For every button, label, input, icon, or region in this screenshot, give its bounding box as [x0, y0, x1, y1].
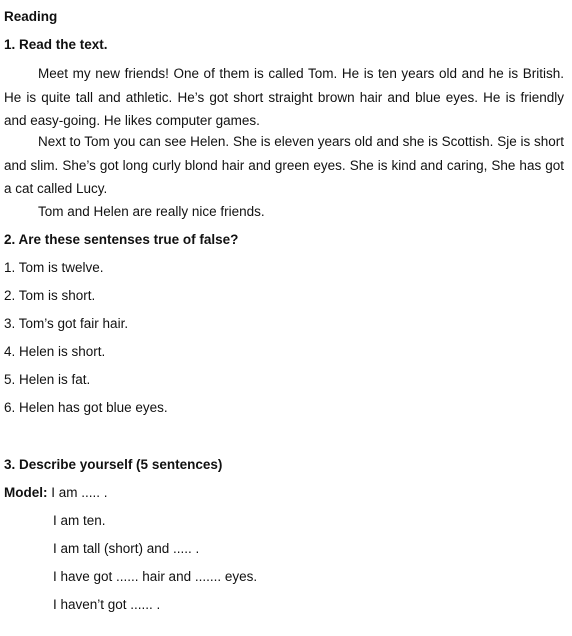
reading-paragraph-2: Next to Tom you can see Helen. She is eleven years old and she is Scottish. Sje is short and slim. She’s got long curly blond hair and green eyes. She is kind and caring, She has got a cat called Lucy. [4, 134, 564, 196]
section1-heading: 1. Read the text. [4, 37, 108, 52]
model-line [4, 485, 108, 501]
reading-paragraph-1: Meet my new friends! One of them is called Tom. He is ten years old and he is British. He is quite tall and athletic. He’s got short straight brown hair and blue eyes. He is friendly and easy-going. He likes computer games. [4, 66, 564, 128]
true-false-item: 3. Tom’s got fair hair. [4, 316, 129, 331]
section2-heading: 2. Are these sentenses true of false? [4, 232, 239, 247]
model-sentence: I have got ...... hair and ....... eyes. [53, 569, 258, 584]
model-first-sentence: I am ..... . [47, 485, 108, 500]
model-sentence: I haven’t got ...... . [53, 597, 161, 612]
reading-paragraph-3: Tom and Helen are really nice friends. [38, 204, 265, 219]
true-false-item: 4. Helen is short. [4, 344, 106, 359]
true-false-item: 1. Tom is twelve. [4, 260, 104, 275]
model-sentence: I am tall (short) and ..... . [53, 541, 200, 556]
true-false-item: 6. Helen has got blue eyes. [4, 400, 168, 415]
model-sentence: I am ten. [53, 513, 106, 528]
page-title: Reading [4, 9, 58, 24]
true-false-item: 2. Tom is short. [4, 288, 96, 303]
true-false-item: 5. Helen is fat. [4, 372, 91, 387]
model-label: Model: [4, 485, 48, 500]
section3-heading: 3. Describe yourself (5 sentences) [4, 457, 223, 472]
